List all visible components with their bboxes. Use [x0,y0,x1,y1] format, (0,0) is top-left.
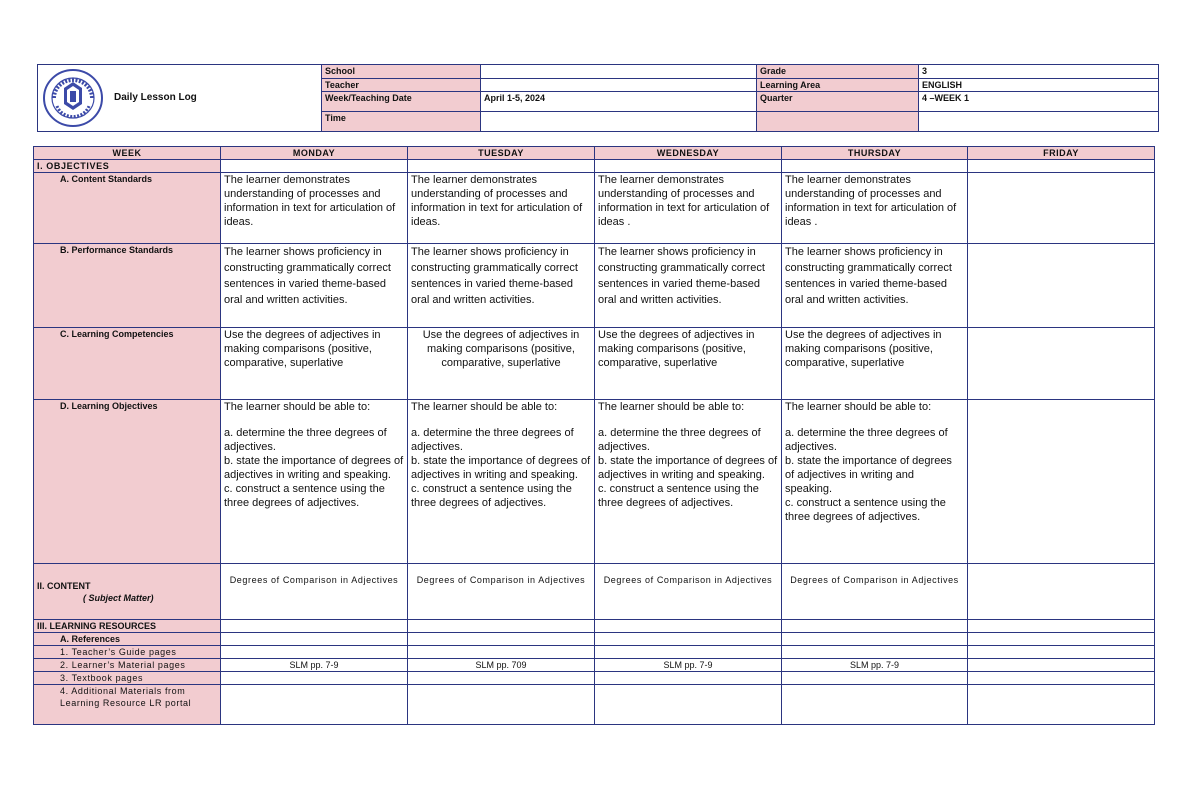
learning-area-label: Learning Area [757,78,919,92]
content-label-cell [34,564,221,620]
monday-header: MONDAY [221,147,408,160]
objectives-intro: The learner should be able to: [411,401,558,413]
learning-objectives-mon [221,400,408,564]
teachers-guide-tue [408,646,595,659]
learners-material-row [34,659,1155,672]
additional-materials-tue [408,685,595,725]
document-title: Daily Lesson Log [114,92,197,103]
content-standards-row [34,173,1155,244]
objective-item-b: b. state the importance of degrees of adjectives in writing and speaking. [411,455,591,481]
logo-cell [38,65,322,132]
learning-competencies-wed: Use the degrees of adjectives in making comparisons (positive, comparative, superlative [595,328,782,400]
textbook-tue [408,672,595,685]
time-label: Time [322,112,481,132]
objective-item-b: b. state the importance of degrees of adjectives in writing and speaking. [224,455,404,481]
learning-objectives-label: D. Learning Objectives [34,400,221,564]
teachers-guide-label: 1. Teacher’s Guide pages [34,646,221,659]
quarter-value: 4 –WEEK 1 [919,92,1159,112]
content-standards-tue: The learner demonstrates understanding of processes and information in text for articulation of ideas. [408,173,595,244]
header-table [37,64,1159,132]
blank-label [757,112,919,132]
performance-standards-row [34,244,1155,328]
time-value [481,112,757,132]
resources-heading: III. LEARNING RESOURCES [34,620,221,633]
tuesday-header: TUESDAY [408,147,595,160]
content-wed: Degrees of Comparison in Adjectives [595,564,782,620]
quarter-label: Quarter [757,92,919,112]
textbook-label: 3. Textbook pages [34,672,221,685]
performance-standards-wed: The learner shows proficiency in constructing grammatically correct sentences in varied theme-based oral and written activities. [595,244,782,328]
learning-area-value: ENGLISH [919,78,1159,92]
learning-objectives-fri [968,400,1155,564]
content-standards-mon: The learner demonstrates understanding of processes and information in text for articulation of ideas. [221,173,408,244]
teachers-guide-wed [595,646,782,659]
content-mon: Degrees of Comparison in Adjectives [221,564,408,620]
grade-value: 3 [919,65,1159,79]
teachers-guide-mon [221,646,408,659]
school-value [481,65,757,79]
objective-item-c: c. construct a sentence using the three degrees of adjectives. [411,483,572,509]
performance-standards-fri [968,244,1155,328]
content-standards-thu: The learner demonstrates understanding of processes and information in text for articulation of ideas . [782,173,968,244]
references-label: A. References [34,633,221,646]
teachers-guide-thu [782,646,968,659]
teachers-guide-row [34,646,1155,659]
objective-item-c: c. construct a sentence using the three degrees of adjectives. [598,483,759,509]
learning-objectives-row [34,400,1155,564]
teacher-label: Teacher [322,78,481,92]
additional-materials-row [34,685,1155,725]
day-header-row [34,147,1155,160]
learning-objectives-thu [782,400,968,564]
content-standards-label: A. Content Standards [34,173,221,244]
objective-item-a: a. determine the three degrees of adjectives. [224,427,387,453]
additional-materials-mon [221,685,408,725]
blank-value [919,112,1159,132]
additional-materials-fri [968,685,1155,725]
learning-objectives-wed [595,400,782,564]
content-row [34,564,1155,620]
performance-standards-thu: The learner shows proficiency in constructing grammatically correct sentences in varied theme-based oral and written activities. [782,244,968,328]
objective-item-a: a. determine the three degrees of adjectives. [785,427,948,453]
objective-item-a: a. determine the three degrees of adjectives. [411,427,574,453]
textbook-row [34,672,1155,685]
content-standards-fri [968,173,1155,244]
objective-item-b: b. state the importance of degrees of adjectives in writing and speaking. [785,455,952,495]
deped-seal-icon [42,68,104,128]
content-fri [968,564,1155,620]
additional-materials-thu [782,685,968,725]
learning-objectives-tue [408,400,595,564]
resources-heading-row [34,620,1155,633]
additional-materials-wed [595,685,782,725]
objectives-intro: The learner should be able to: [785,401,932,413]
objective-item-b: b. state the importance of degrees of adjectives in writing and speaking. [598,455,778,481]
textbook-wed [595,672,782,685]
week-header: WEEK [34,147,221,160]
thursday-header: THURSDAY [782,147,968,160]
performance-standards-mon: The learner shows proficiency in constructing grammatically correct sentences in varied theme-based oral and written activities. [221,244,408,328]
teacher-value [481,78,757,92]
performance-standards-tue: The learner shows proficiency in constructing grammatically correct sentences in varied theme-based oral and written activities. [408,244,595,328]
learning-competencies-mon: Use the degrees of adjectives in making comparisons (positive, comparative, superlative [221,328,408,400]
content-standards-wed: The learner demonstrates understanding of processes and information in text for articulation of ideas . [595,173,782,244]
learners-material-thu: SLM pp. 7-9 [782,659,968,672]
learners-material-mon: SLM pp. 7-9 [221,659,408,672]
teaching-date-label: Week/Teaching Date [322,92,481,112]
grade-label: Grade [757,65,919,79]
lesson-table [33,146,1155,725]
learners-material-label: 2. Learner’s Material pages [34,659,221,672]
learners-material-fri [968,659,1155,672]
content-sublabel: ( Subject Matter) [83,592,154,603]
objective-item-c: c. construct a sentence using the three degrees of adjectives. [224,483,385,509]
objective-item-c: c. construct a sentence using the three degrees of adjectives. [785,497,946,523]
textbook-fri [968,672,1155,685]
references-row [34,633,1155,646]
learners-material-tue: SLM pp. 709 [408,659,595,672]
content-thu: Degrees of Comparison in Adjectives [782,564,968,620]
learners-material-wed: SLM pp. 7-9 [595,659,782,672]
friday-header: FRIDAY [968,147,1155,160]
content-tue: Degrees of Comparison in Adjectives [408,564,595,620]
objectives-heading: I. OBJECTIVES [34,160,221,173]
textbook-thu [782,672,968,685]
learning-competencies-row [34,328,1155,400]
textbook-mon [221,672,408,685]
teachers-guide-fri [968,646,1155,659]
additional-materials-label: 4. Additional Materials from Learning Resource LR portal [34,685,221,725]
learning-competencies-fri [968,328,1155,400]
objectives-intro: The learner should be able to: [224,401,371,413]
objectives-intro: The learner should be able to: [598,401,745,413]
learning-competencies-thu: Use the degrees of adjectives in making comparisons (positive, comparative, superlative [782,328,968,400]
content-label: II. CONTENT [37,580,91,591]
teaching-date-value: April 1-5, 2024 [481,92,757,112]
learning-competencies-label: C. Learning Competencies [34,328,221,400]
objective-item-a: a. determine the three degrees of adjectives. [598,427,761,453]
objectives-heading-row [34,160,1155,173]
learning-competencies-tue: Use the degrees of adjectives in making comparisons (positive, comparative, superlative [408,328,595,400]
performance-standards-label: B. Performance Standards [34,244,221,328]
wednesday-header: WEDNESDAY [595,147,782,160]
school-label: School [322,65,481,79]
